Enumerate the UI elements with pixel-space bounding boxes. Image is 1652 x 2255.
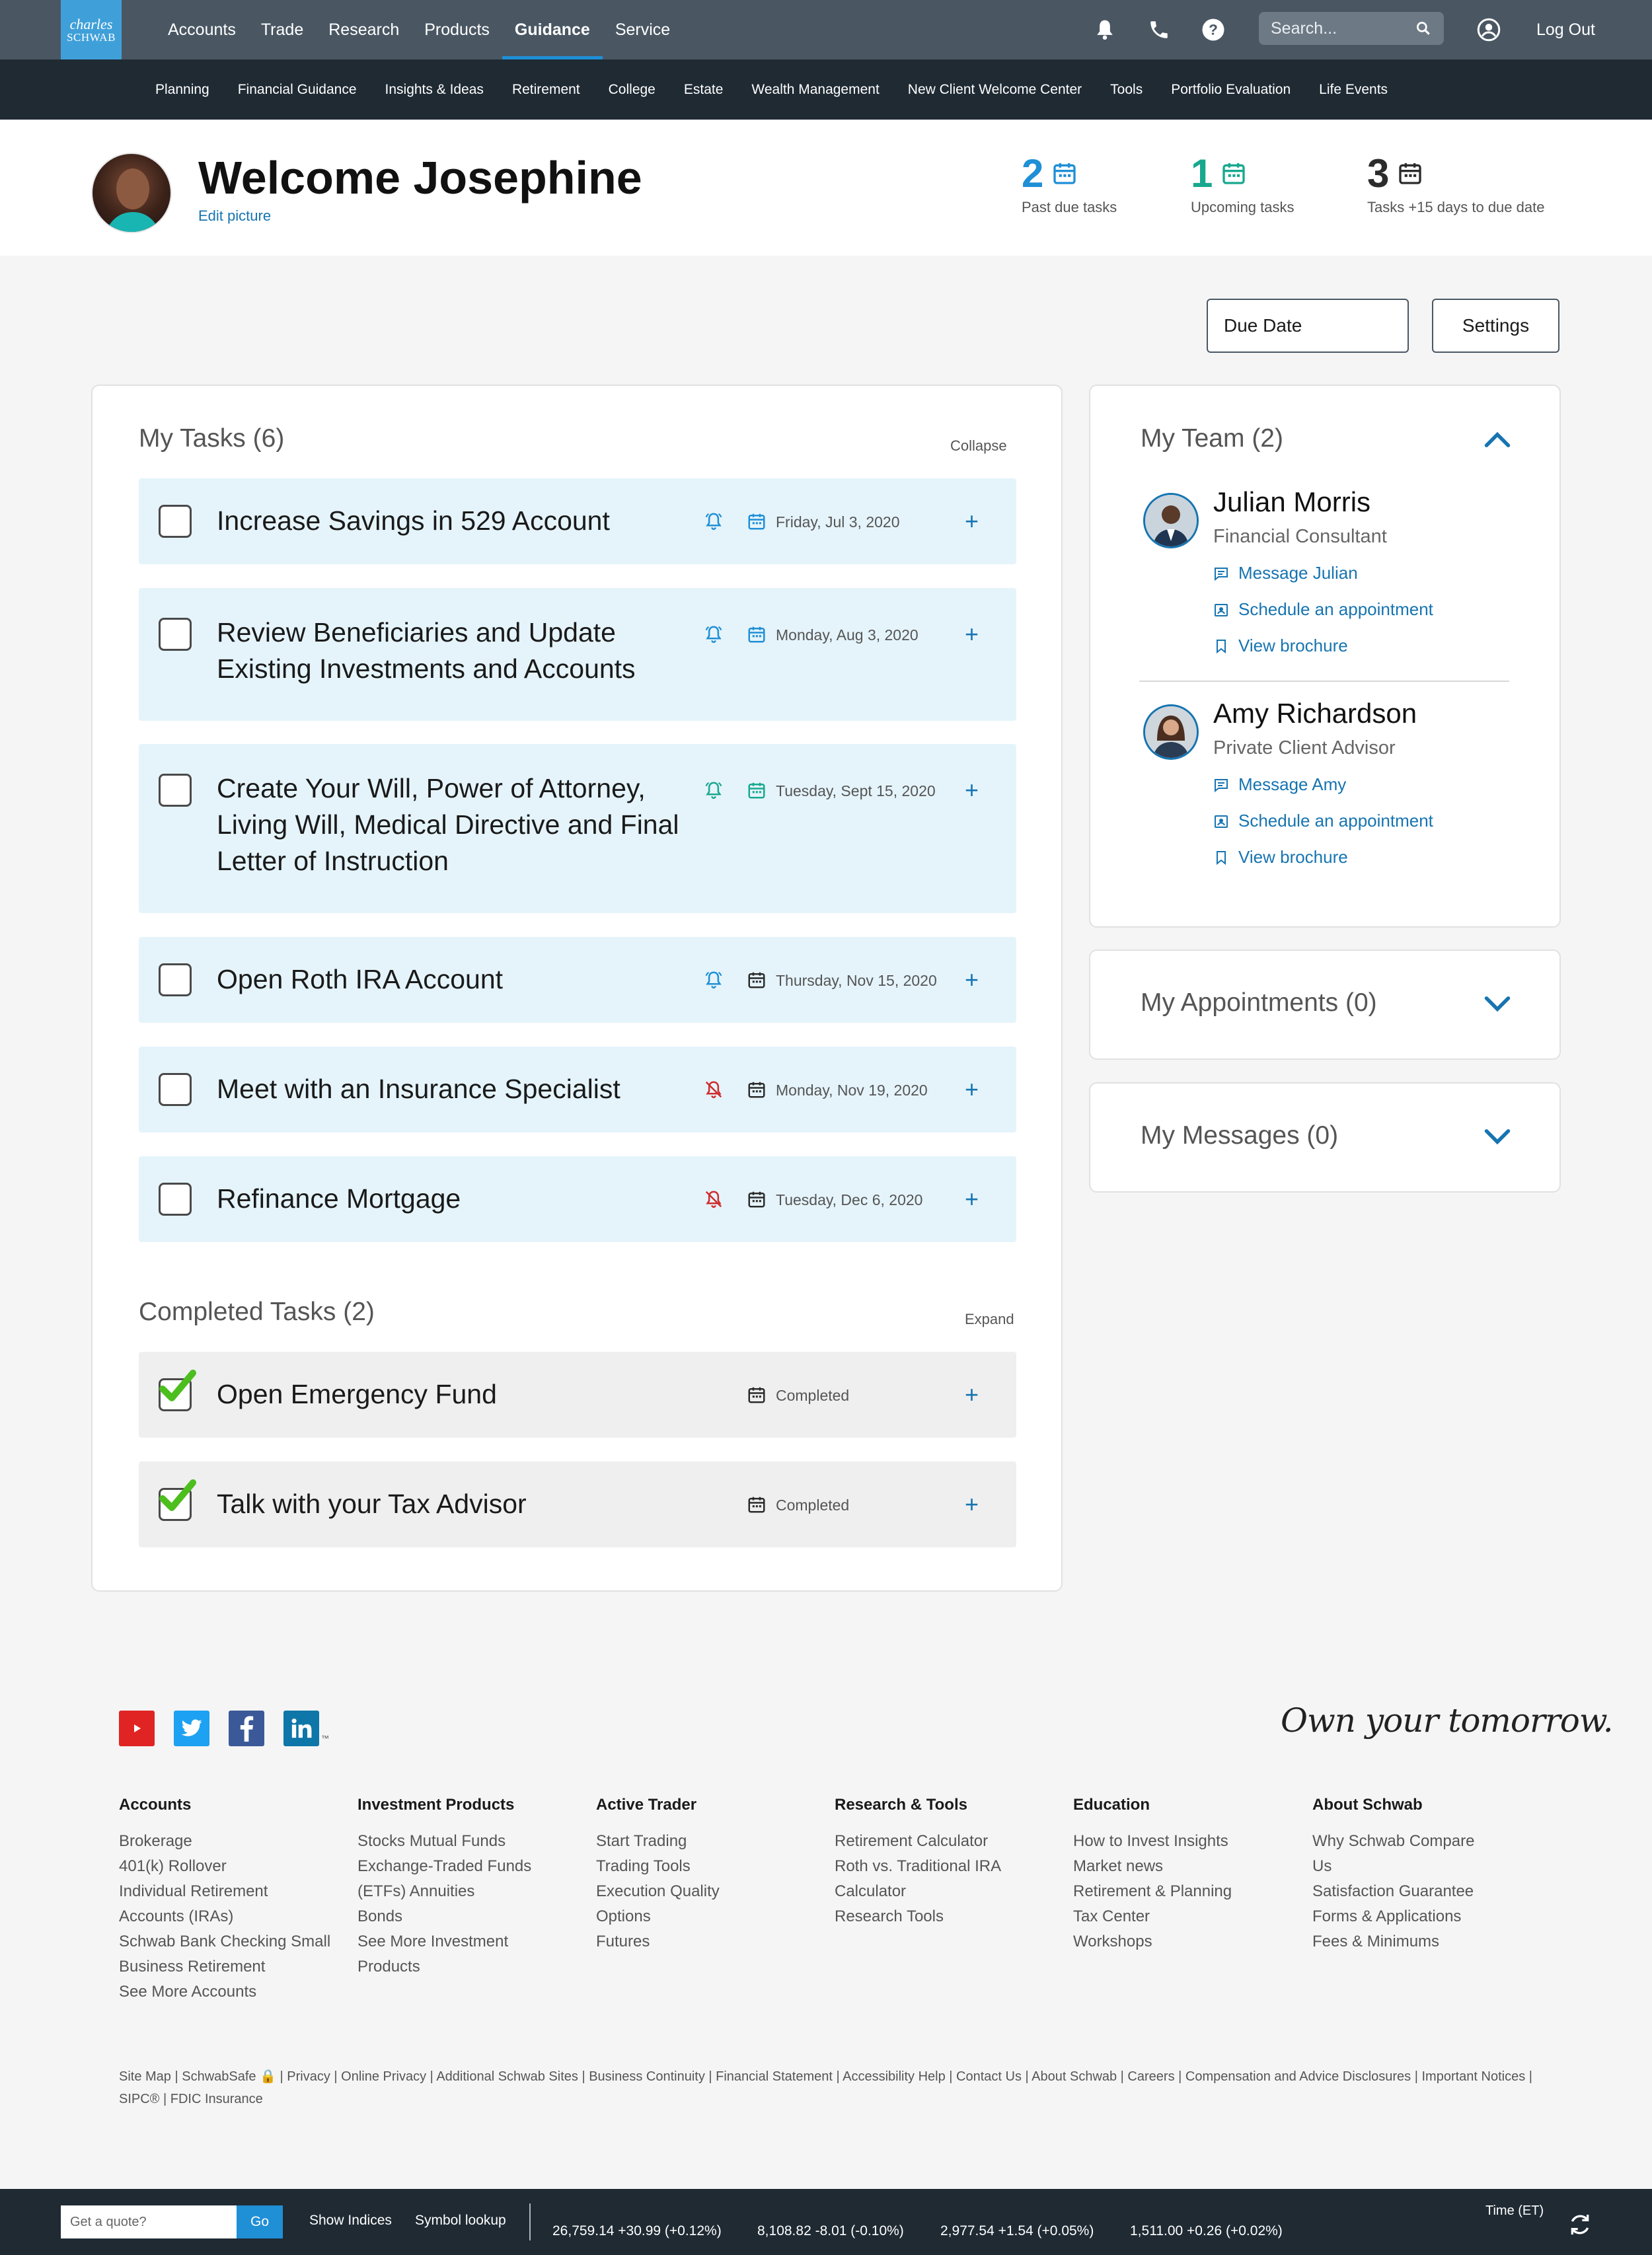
bell-off-icon[interactable] [704, 1080, 724, 1099]
stat-future-value: 3 [1367, 151, 1390, 196]
edit-picture-link[interactable]: Edit picture [198, 207, 272, 224]
subnav-retirement[interactable]: Retirement [511, 81, 580, 97]
task-due-date: Thursday, Nov 15, 2020 [776, 972, 937, 989]
footer-heading: Investment Products [357, 1796, 515, 1814]
appointments-title: My Appointments (0) [1141, 988, 1377, 1017]
quote-ticker-bar [0, 2189, 1652, 2255]
footer-link[interactable]: Business Retirement [119, 1958, 266, 1976]
advisor-role: Private Client Advisor [1213, 737, 1396, 758]
view-brochure-link[interactable] [1213, 847, 1348, 868]
task-due-date: Monday, Nov 19, 2020 [776, 1082, 928, 1099]
footer-link[interactable]: Futures [596, 1933, 650, 1950]
svg-text:?: ? [1209, 21, 1218, 38]
footer-heading: About Schwab [1312, 1796, 1423, 1814]
refresh-icon[interactable] [1567, 2211, 1593, 2238]
calendar-icon [1397, 160, 1423, 186]
team-title: My Team (2) [1141, 424, 1283, 453]
calendar-icon [747, 1495, 767, 1514]
expand-task-button[interactable]: + [965, 966, 979, 993]
welcome-header [0, 120, 1652, 256]
profile-button[interactable] [1477, 0, 1501, 59]
stat-future[interactable] [1367, 151, 1544, 216]
task-due-date: Tuesday, Sept 15, 2020 [776, 782, 936, 799]
subnav-tools[interactable]: Tools [1110, 81, 1143, 97]
footer-link[interactable]: See More Accounts [119, 1983, 257, 2001]
footer-link[interactable]: Us [1312, 1857, 1332, 1875]
footer-heading: Education [1073, 1796, 1150, 1814]
avatar-shoulders [106, 212, 160, 233]
avatar[interactable] [91, 153, 172, 233]
completed-task-row[interactable] [139, 1352, 1016, 1438]
collapse-link[interactable]: Collapse [950, 437, 1007, 454]
subnav-new-client-welcome-center[interactable]: New Client Welcome Center [907, 81, 1082, 97]
expand-task-button[interactable]: + [965, 1185, 979, 1212]
twitter-icon[interactable] [174, 1711, 209, 1746]
sort-dropdown-value: Due Date [1224, 315, 1302, 336]
message-advisor-link[interactable] [1213, 563, 1358, 583]
bell-on-icon[interactable] [704, 511, 724, 531]
nav-service[interactable]: Service [615, 20, 671, 39]
bell-off-icon[interactable] [704, 1189, 724, 1209]
linkedin-icon[interactable] [283, 1711, 319, 1746]
task-title[interactable]: Open Emergency Fund [217, 1379, 497, 1409]
time-label: Time (ET) [1485, 2203, 1544, 2218]
nav-accounts[interactable]: Accounts [168, 20, 236, 39]
chevron-down-icon[interactable] [1483, 1127, 1512, 1147]
footer-link[interactable]: Trading Tools [596, 1857, 691, 1875]
footer-link[interactable]: Fees & Minimums [1312, 1933, 1440, 1950]
index-value-russell: 1,511.00 +0.26 (+0.02%) [1130, 2223, 1283, 2238]
calendar-icon [747, 511, 767, 531]
nav-trade[interactable]: Trade [260, 20, 304, 39]
calendar-icon [747, 624, 767, 644]
task-row[interactable] [139, 588, 1016, 721]
bell-on-icon[interactable] [704, 970, 724, 990]
nav-research[interactable]: Research [328, 20, 400, 39]
footer-column-investment-products [357, 1796, 582, 1979]
quote-input[interactable]: Get a quote? [61, 2205, 237, 2238]
stat-past-due[interactable] [1022, 151, 1117, 216]
show-indices-link[interactable]: Show Indices [309, 2213, 392, 2228]
task-checkbox[interactable] [159, 1073, 192, 1106]
notifications-button[interactable] [1094, 0, 1115, 59]
footer-link[interactable]: Market news [1073, 1857, 1164, 1875]
index-value-nasdaq: 8,108.82 -8.01 (-0.10%) [757, 2223, 904, 2238]
user-circle-icon [1477, 18, 1501, 42]
schedule-appointment-link[interactable] [1213, 599, 1433, 620]
footer-link[interactable]: Options [596, 1907, 651, 1925]
message-advisor-label: Message Amy [1238, 774, 1347, 794]
footer-link[interactable]: Execution Quality [596, 1882, 720, 1900]
message-advisor-label: Message Julian [1238, 563, 1358, 583]
footer-link[interactable]: How to Invest Insights [1073, 1832, 1228, 1850]
footer-link[interactable]: Forms & Applications [1312, 1907, 1462, 1925]
footer-link[interactable]: Schwab Bank Checking Small [119, 1933, 331, 1950]
phone-icon [1148, 18, 1170, 41]
tasks-card [91, 385, 1063, 1592]
footer-link[interactable]: Roth vs. Traditional IRA [835, 1857, 1002, 1875]
task-row[interactable] [139, 1047, 1016, 1132]
footer-link[interactable]: Bonds [357, 1907, 403, 1925]
schedule-icon [1213, 602, 1229, 618]
view-brochure-link[interactable] [1213, 636, 1348, 656]
logo-line-1: charles [69, 15, 113, 32]
footer-link[interactable]: Satisfaction Guarantee [1312, 1882, 1474, 1900]
calendar-icon [1220, 160, 1247, 186]
subnav-financial-guidance[interactable]: Financial Guidance [237, 81, 357, 97]
page-title: Welcome Josephine [198, 152, 642, 203]
footer-link[interactable]: Individual Retirement [119, 1882, 268, 1900]
footer-link[interactable]: Retirement Calculator [835, 1832, 989, 1850]
view-brochure-label: View brochure [1238, 847, 1348, 867]
footer-tagline: Own your tomorrow. [1281, 1701, 1613, 1740]
search-input[interactable] [1259, 12, 1444, 45]
task-due-date: Friday, Jul 3, 2020 [776, 513, 900, 531]
footer-column-active-trader [596, 1796, 821, 1954]
logout-link[interactable]: Log Out [1536, 20, 1595, 39]
search-icon [1415, 20, 1432, 37]
footer-column-education [1073, 1796, 1298, 1954]
footer-column-about-schwab [1312, 1796, 1537, 1954]
stat-past-due-value: 2 [1022, 151, 1044, 196]
tasks-title: My Tasks (6) [139, 424, 285, 453]
subnav-insights-ideas[interactable]: Insights & Ideas [385, 81, 484, 97]
subnav-portfolio-evaluation[interactable]: Portfolio Evaluation [1171, 81, 1291, 97]
appointments-card[interactable] [1089, 949, 1561, 1060]
secondary-nav [0, 59, 1652, 120]
expand-task-button[interactable]: + [965, 507, 979, 535]
footer-link[interactable]: Why Schwab Compare [1312, 1832, 1475, 1850]
settings-button[interactable] [1432, 299, 1559, 353]
advisor-photo [1145, 706, 1197, 758]
task-title[interactable]: Increase Savings in 529 Account [217, 505, 610, 536]
expand-task-button[interactable]: + [965, 776, 979, 803]
team-divider [1139, 681, 1509, 682]
task-due-date: Tuesday, Dec 6, 2020 [776, 1191, 923, 1208]
ticker-divider [529, 2203, 531, 2240]
view-brochure-label: View brochure [1238, 636, 1348, 655]
calendar-icon [747, 970, 767, 990]
footer-link[interactable]: Accounts (IRAs) [119, 1907, 234, 1925]
search-placeholder: Search... [1271, 18, 1337, 38]
task-checkbox[interactable] [159, 505, 192, 538]
nav-guidance[interactable]: Guidance [502, 0, 603, 59]
footer-column-research-tools [835, 1796, 1059, 1929]
footer-heading: Accounts [119, 1796, 192, 1814]
footer-heading: Active Trader [596, 1796, 697, 1814]
task-title[interactable]: Create Your Will, Power of Attorney, Living Will, Medical Directive and Final Letter of Instruction [217, 773, 679, 876]
footer-link[interactable]: Workshops [1073, 1933, 1152, 1950]
task-title[interactable]: Talk with your Tax Advisor [217, 1489, 527, 1519]
task-row[interactable] [139, 1156, 1016, 1242]
task-row[interactable] [139, 937, 1016, 1023]
task-row[interactable] [139, 478, 1016, 564]
calendar-icon [747, 1189, 767, 1209]
expand-task-button[interactable]: + [965, 1491, 979, 1518]
completed-task-row[interactable] [139, 1461, 1016, 1547]
bookmark-icon [1213, 638, 1229, 654]
task-checkbox[interactable] [159, 963, 192, 996]
stat-upcoming[interactable] [1191, 151, 1295, 216]
checkmark-icon [157, 1369, 197, 1406]
youtube-icon[interactable] [119, 1711, 155, 1746]
calendar-icon [747, 1080, 767, 1099]
messages-card[interactable] [1089, 1082, 1561, 1193]
footer-link[interactable]: Retirement & Planning [1073, 1882, 1232, 1900]
stat-future-label: Tasks +15 days to due date [1367, 199, 1545, 215]
footer-heading: Research & Tools [835, 1796, 967, 1814]
footer-column-accounts [119, 1796, 344, 2005]
nav-products[interactable]: Products [424, 20, 490, 39]
stat-past-due-label: Past due tasks [1022, 199, 1117, 215]
footer-link[interactable]: (ETFs) Annuities [357, 1882, 475, 1900]
index-value-sp500: 2,977.54 +1.54 (+0.05%) [940, 2223, 1094, 2238]
task-title[interactable]: Refinance Mortgage [217, 1183, 461, 1214]
team-card [1089, 385, 1561, 928]
chevron-up-icon[interactable] [1483, 429, 1512, 449]
linkedin-trademark: ™ [321, 1734, 329, 1743]
schedule-appointment-link[interactable] [1213, 811, 1433, 831]
subnav-wealth-management[interactable]: Wealth Management [751, 81, 880, 97]
advisor-avatar[interactable] [1143, 704, 1199, 760]
expand-task-button[interactable]: + [965, 620, 979, 647]
go-button[interactable]: Go [237, 2205, 283, 2238]
schedule-appointment-label: Schedule an appointment [1238, 599, 1433, 619]
footer-legal-links[interactable]: Site Map | SchwabSafe 🔒 | Privacy | Online Privacy | Additional Schwab Sites | Business Continuity | Financial Statement | Accessibility Help | Contact Us | About Schwab | Careers | Compensation and Advice Disclosures | Important Notices | SIPC® | FDIC Insurance [119, 2069, 1532, 2106]
task-title[interactable]: Open Roth IRA Account [217, 964, 504, 994]
task-status: Completed [776, 1497, 850, 1514]
advisor-photo [1145, 495, 1197, 546]
chevron-down-icon[interactable] [1483, 994, 1512, 1014]
subnav-college[interactable]: College [608, 81, 656, 97]
top-navigation-bar [0, 0, 1652, 59]
task-checkbox[interactable] [159, 774, 192, 807]
expand-link[interactable]: Expand [965, 1311, 1014, 1327]
footer-link[interactable]: Exchange-Traded Funds [357, 1857, 532, 1875]
task-title[interactable]: Review Beneficiaries and Update Existing Investments and Accounts [217, 617, 636, 684]
footer-link[interactable]: Start Trading [596, 1832, 687, 1850]
help-icon [1201, 18, 1225, 42]
footer-link[interactable]: Research Tools [835, 1907, 944, 1925]
schedule-appointment-label: Schedule an appointment [1238, 811, 1433, 831]
advisor-name: Amy Richardson [1213, 698, 1417, 729]
calendar-icon [747, 780, 767, 800]
footer-link[interactable]: Stocks Mutual Funds [357, 1832, 506, 1850]
settings-button-label: Settings [1462, 315, 1530, 336]
sort-dropdown[interactable] [1207, 299, 1409, 353]
message-icon [1213, 566, 1229, 581]
avatar-face [116, 168, 149, 209]
subnav-estate[interactable]: Estate [683, 81, 724, 97]
messages-title: My Messages (0) [1141, 1121, 1339, 1150]
expand-task-button[interactable]: + [965, 1381, 979, 1408]
symbol-lookup-link[interactable]: Symbol lookup [415, 2213, 506, 2228]
footer-link[interactable]: See More Investment [357, 1933, 509, 1950]
task-row[interactable] [139, 744, 1016, 913]
logo-line-2: SCHWAB [67, 30, 116, 44]
bookmark-icon [1213, 850, 1229, 866]
index-value-dow: 26,759.14 +30.99 (+0.12%) [552, 2223, 722, 2238]
advisor-avatar[interactable] [1143, 493, 1199, 548]
calendar-icon [747, 1385, 767, 1405]
schwab-logo[interactable] [61, 0, 122, 59]
footer-link[interactable]: Brokerage [119, 1832, 192, 1850]
stat-upcoming-value: 1 [1191, 151, 1213, 196]
footer-link[interactable]: Tax Center [1073, 1907, 1150, 1925]
checkmark-icon [157, 1479, 197, 1516]
calendar-icon [1051, 160, 1078, 186]
expand-task-button[interactable]: + [965, 1076, 979, 1103]
footer-link[interactable]: Calculator [835, 1882, 907, 1900]
bell-on-icon[interactable] [704, 624, 724, 644]
stat-upcoming-label: Upcoming tasks [1191, 199, 1295, 215]
bell-icon [1094, 18, 1115, 41]
task-due-date: Monday, Aug 3, 2020 [776, 626, 919, 644]
subnav-life-events[interactable]: Life Events [1319, 81, 1388, 97]
task-checkbox[interactable] [159, 1183, 192, 1216]
subnav-planning[interactable]: Planning [155, 81, 209, 97]
phone-button[interactable] [1148, 0, 1170, 59]
task-checbox[interactable] [159, 618, 192, 651]
help-button[interactable] [1201, 0, 1225, 59]
advisor-role: Financial Consultant [1213, 526, 1387, 547]
message-advisor-link[interactable] [1213, 774, 1346, 795]
advisor-name: Julian Morris [1213, 486, 1371, 517]
footer-link[interactable]: 401(k) Rollover [119, 1857, 227, 1875]
task-status: Completed [776, 1387, 850, 1404]
facebook-icon[interactable] [229, 1711, 264, 1746]
message-icon [1213, 777, 1229, 793]
primary-nav [155, 0, 683, 59]
schedule-icon [1213, 813, 1229, 829]
bell-on-icon[interactable] [704, 780, 724, 800]
completed-title: Completed Tasks (2) [139, 1298, 375, 1326]
task-title[interactable]: Meet with an Insurance Specialist [217, 1074, 620, 1104]
footer-link[interactable]: Products [357, 1958, 420, 1976]
